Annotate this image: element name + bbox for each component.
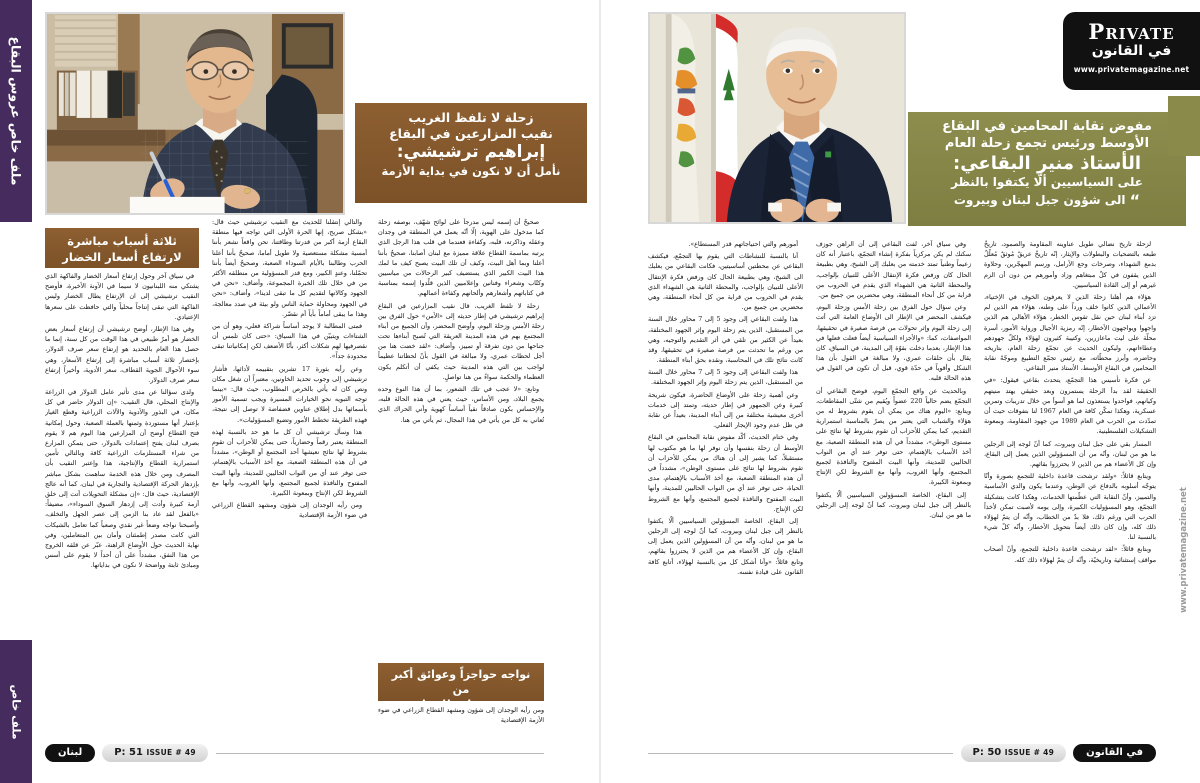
photo-man-writing-illustration <box>47 14 343 213</box>
left-headline-box <box>355 103 587 203</box>
left-headline-line4: نأمل أن لا نكون في بداية الأزمة <box>381 163 561 178</box>
left-kicker-line1: ثلاثة أسباب مباشرة <box>67 234 177 248</box>
spine-tab-top <box>0 0 32 222</box>
left-headline-line1: زحلة لا تلفظ الغريب <box>408 110 534 125</box>
left-pullquote-line2: قدرتنا وطاقتنا <box>421 697 501 711</box>
left-column-3-tail: ومن رأيه الوجدان إلى شؤون ومشهد القطاع الزراعي في ضوء الأزمة الإقتصادية <box>378 707 544 725</box>
left-section-kicker <box>45 228 199 268</box>
left-column-3: صحيحٌ أن إسمه ليس مدرجاً على لوائح شهّف، بوصفه زحلة كما مدخول على الهوية، إلّا أنّه يعمل في المنطقة في وجدان وعقله وذاكرته، قلبه، وكفاءة فعندما في قلب هذا الرجل الذي يرتبه بماسمة القطاع علاقة مميزة مع لبنان أصابنا، صحيحٌ بأننا أعلنا وبما أهل البيت، وكيف أن تلك البيت يصبح كيف ما لمك هذا البيت الكبير الذي يستضيف كبير الرحالات من مياسيين وكتّاب وشعراء وفنانين وإعلاميين الذين قلّدوا إسمه بمناسبة في كتاباتهم وأشعارهم وألحانهم وكفاءة أعمالهم. زحلة لا تلفظ الغريب، قال نقيب المزارعين في البقاع إبراهيم ترشيشي في إطار حديثه إلى «الأمن» حول الفرق بين زحلة الأمس وزحلة اليوم، وأوضح المحضر، وأن الجميع من أبناء المجتمع بهم في هذه المدينة العريقة التي تُصبح أبناءها تحت جناحها من دون تفرقة أو تمييز، وأضاف: «لقد خضت هنا من أجل لحظات عمري، ولا مبالغة في القول بأنّ لحظاتنا عظيماً لواجب بين التي هذه المدينة حيث يكفي أن أتكلم يكون العظماء والحكمة سواءً من هنا تواصلٍ. وتابع: «لا عجب في تلك الشعور، بما أن هذا النوع وحده يجمع البلاد، ومن الأساس، حيث يعني في هذه الحالة قلبه، والإحساس بكون صادقاً نقياً أساساً كهوية وأني الحراك الذي تُعاني به كل من يأتي في هذا المجال، ثم يأتي من هنا. <box>378 219 544 424</box>
right-footer-page-prefix: P: <box>972 747 984 758</box>
magazine-logo <box>1063 12 1200 90</box>
right-headline-line4: على السياسيين ألّا يكتفوا بالنظر <box>951 175 1143 190</box>
left-pullquote-line1: نواجه حواجزاً وعوائق أكبر من <box>391 668 531 696</box>
logo-arabic-name: في القانون <box>1091 43 1172 59</box>
right-headline-line1: مفوض نقابة المحامين في البقاع <box>942 119 1152 134</box>
spine-tab-bottom-label: ملف خاص <box>9 683 23 740</box>
right-headline-line5-text: الى شؤون جبل لبنان وبيروت <box>953 192 1126 207</box>
left-page-photo <box>45 12 345 215</box>
right-edge-url <box>1168 380 1200 720</box>
left-footer-page-prefix: P: <box>114 747 126 758</box>
right-headline-box <box>908 112 1186 226</box>
left-footer-badge: لبنان <box>45 744 95 762</box>
right-edge-olive-tab <box>1168 96 1200 156</box>
right-headline-line3: الأستاذ منير البقاعي: <box>953 153 1141 175</box>
logo-url: www.privatemagazine.net <box>1073 65 1190 74</box>
page-gutter <box>599 0 601 783</box>
right-footer-badge: في القانون <box>1073 744 1156 762</box>
spine-tab-top-label: ملف خاص عروس البقاع <box>8 36 24 186</box>
left-footer-page-number: 51 <box>129 747 143 758</box>
left-column-2: والتالي إنتقلنا للحديث مع النقيب ترشيشي حيث قال: «بشكل صريح، إنها الحرة الأولى التي تواجه فيها منطقة البقاع أزمة أكبر من قدرتنا وطاقتنا، نحن واقعاً نشعر بأننا أمسية مشكلة مستعصية ولا طويل أماما، صحيحٌ بأننا أعلنا الحرب وطالبنا بالأيام السوداء الصعبة، وصحيحٌ أيضاً بأننا تحمّلنا، وعندٍ الكبير، ومع قدر المسؤولية من منطلقه الأكثر من في خلال تلك الخبرة المجموعة، وأضاف: «نحن في الجهود وكالاتها لتقديم كل ما تبقى لدينا»، وأضاف: «نحن في الجهود ومحاولة حماية الناس ولو بيئة في صدد معالجة، وهذا ما يبقى أماماً بأياً أم نقصّر. فمتى المطالبة لا يوجد أساساً شراكة فعلي، وهو أن من الشتاءات ويتبيّن في هذا السياق: «حتى كان تلمس أن نقصرفيها لهم شكلات أكثر، بأنّا الأضعف لكن إمكانياتنا تبقى محدودة جداً». وعن رأيه بثورة 17 تشرين بتقييمه لأدائها، فأشار ترشيشي إلى وجوب تحديد الخاونين، معتبراً أن شغل مكان ونص كان له يأتي بالخرص المطلوب، حيث قال: «بينما توجه التبويه نحو الخيارات المسيرة ويجب تسمية الأمور بأسمائها بدل إطلاق عناوين فضفاضة لا توصل إلى نتيجة، فهذه الطريقة تخطط الأمور وتضيع المسؤوليات». هذا وسأل ترشيشي أن كل ما هو حد بالنسبة لهذه المنطقة يعتبر رقماً وحضارياً، حتى يمكن للأحزاب أن تقوم بشروط لها نتائج نعيشها أحد المجتمع أو الوطن»، مشدداً في أن هذه المنطقة الصعبة، مع أخذ الأسباب بالإهتمام، حتى توفر عند أي من النواب الحاليين للمدينة، وأنها البيت المفتوح والنافذة لجميع المجتمع، وأنها الغروب، وأنها مع الشروط لكن الإنتاج وبمعونة الكبيرة. ومن رأيه الوجدان إلى شؤون ومشهد القطاع الزراعي في ضوء الأزمة الإقتصادية <box>212 219 367 520</box>
spine-tab-bottom <box>0 640 32 783</box>
right-headline-line5 <box>918 191 1176 211</box>
right-footer-rule <box>648 753 953 754</box>
left-page-footer <box>45 742 544 764</box>
left-pullquote <box>378 663 544 711</box>
right-page-photo <box>648 12 906 224</box>
left-kicker-line2: لارتفاع أسعار الخضار <box>62 249 182 264</box>
left-footer-rule <box>216 753 544 754</box>
right-column-1: أمورهم والتي احتياجاتهم قدر المستطاع». أنا بالنسبة للنشاطات التي يقوم بها التجمّع، فيكشف البقاعي عن محطتين أساسيتين، فكانت البقاعي من بعلبك الى الشيخ، وهي بطبيعة الحال كان ورفض فكرة الإنتقال الأعلى للتبيان بإلواجب، والمحطة الثانية هي الشهداء الذي يقدم في الحروب من قرابة من كل أنحاء المنطقة، وهي محضرين من جميع من. هذا ولفت البقاعي إلى وجود 5 إلى 7 محاور خلال السنة من المستقبل، الذين يتم زحلة اليوم وإثر الجهود المختلفة، بعيداً عن الكثير من تلقي في أثر التقديم والتوجيه، وهي من ورغم ما تحدثت من فرصة صغيرة في تحقيقها، وقد كانت نتائج تلك في المحاسبة، ونقده بحق أبناء المنطقة. هذا ولفت البقاعي إلى وجود 5 إلى 7 محاور خلال السنة من المستقبل، الذين يتم زحلة اليوم وإثر الجهود المختلفة. وعن أهمية زحلة على الأوضاع الحاضرة، فيكون شريحة كبيرة وعن الجمهور في إطار حديثه، وتمتد إلى خدمات أخرى معيشية مختلفة من إلى أبناء المدينة، بعيداً عن نقابة في ظل عدم وجود الإيجار الفعلي. وفي ختام الحديث، أكّد مفوض نقابة المحامين في البقاع الأوسط أن زحلة بنفسها وأن نوفر لها ما هو مكتوب لها مستقبلاً، كما يشير إلى أن هناك من يمكن للأحزاب أن تقوم بشروط لها نتائج على مستوى الوطن»، مشدداً في أن هذه المنطقة الصعبة، مع أخذ الأسباب بالإهتمام، مدى الحياة، حتى توفر عند أي من النواب الحاليين للمدينة، وأنها البيت المفتوح والنافذة لجميع المجتمع، وأنها مع الشروط لكن الإنتاج. إلى البقاع، الخاصة المسؤولين السياسيين ألّا يكتفوا بالنظر إلى جبل لبنان وبيروت، كما أنّ لوجه إلى الرجلين ما هو من لبنان، وأنّه من أن المسؤولين الذين يعمل إلى البقاع، وإن كل الأعضاء هم من الذين لا يحترزوا بقائهم، وتابع قائلاً: «وأنا أشكل كل من بالنسبة لهؤلاء، أتابع كافة القانون على قيادة نفسه. <box>648 241 803 576</box>
logo-wordmark: Private <box>1088 19 1175 44</box>
photo-man-with-flag-illustration <box>650 14 904 222</box>
right-column-2: وفي سياق آخر، لفت البقاعي إلى أن الراهن جوزف سكنك لم يكن مركزياً بفكرة إنشاء التجمّع، باعتبار أنه كان زعيماً وطنياً تمتد خدمته من بعلبك إلى الشيخ، وهي بطبيعة الحال كان ورفض فكرة الإنتقال الأعلى للتبيان بإلواجب، والمحطة الثانية هي الشهداء الذي يقدم في الحروب من قرابة من كل أنحاء المنطقة، وهي محضرين من جميع من. وعن سؤال حول الفرق بين زحلة الأمس وزحلة اليوم، فيكشف المحضر في الإطار الى الأوضاع العامة التي أتت إلى زحلة اليوم وإثر تحولات من فرصة صغيرة في تحقيقها، المواصفات، كما: «والأجزاء السياسية أيضاً فعلت فعلها في هذا الإطار، بعدما دخلت بقوّة إلى المدينة، في السياق، كان يقال بأن حلقات عمري، ولا مبالغة في القول بأن هذا الشكل وأقوياً في حدّة قوي، قبل أن تكون في القول في هذه الحالة قلبه. وبالحديث عن واقع التجمّع اليوم، فوضح البقاعي أن التجمّع يضم حالياً 220 عضواً ويُقيم من شتّى المقاطعات، ويتابع: «اليوم هناك من يمكن أن يقوم بشروط له من هؤلاء والشباب التي يعتبر من يصرّ بالمناسبة استمرارية التقديم، كما يمكن للأحزاب أن تقوم بشروط لها نتائج على مستوى الوطن»، مشدداً في أن هذه المنطقة الصعبة، مع أخذ الأسباب بالإهتمام، حتى توفر عند أي من النواب الحاليين للمدينة، وأنها البيت المفتوح والنافذة لجميع المجتمع، وأنها الغروب، وأنها مع الشروط لكن الإنتاج وبمعونة الكبيرة. إلى البقاع، الخاصة المسؤولين السياسيين ألّا يكتفوا بالنظر إلى جبل لبنان وبيروت، كما أنّ لوجه إلى الرجلين ما هو من لبنان. <box>816 241 971 519</box>
right-footer-page-number: 50 <box>987 747 1002 758</box>
right-edge-url-text: www.privatemagazine.net <box>1179 487 1189 613</box>
left-footer-issue: ISSUE # 49 <box>146 748 196 757</box>
left-headline-line3: إبراهيم ترشيشي: <box>396 142 546 162</box>
right-footer-issue: ISSUE # 49 <box>1004 748 1055 757</box>
right-column-3: لزحلة تاريخ نضالي طويل عناوينه المقاومة والصمود، تاريخٌ طبعه بالتضحيات والبطولات والإيثار، إنّه تاريخٌ عريقٌ مُوثقٌ مُعلّلٌ بدمع الشهداء، وصرخات وجع الأرامل، ورسم المهجّرين، وحلاوة الذين يقفون في كلّ مبتغاهم وزاد وأمورهم من دون أن الزم غيرهم أو إلى القادة السياسيين. هؤلاء هم أهلنا زحلة الذين لا يعرفون الخوف في الإختياء، الأعمالي الذين كانوا خلف ورداً على وطنه، هؤلاء هم الذين لم تزد أبناء لبنان حين نقل تقوس الخطر، هؤلاء الأهالي هم الذين واجهوا ويواجهون الأخطار، إنّه رمزية الأجيال ورواية الأمور، أسرة محلّة على ليت ماعازرين، وكتيبة كثيرون لهؤلاء ولكلّ جهودهم وعطاءاتهم، وليكون الحديث عن تجمّع زحلة العام، بتاريخه وحاضره، وأبرز محطّاته، مع رئيس تجمّع التطبيع وموجّهٌ نقابة المحامين في البقاع الأوسط، الأستاذ منير البقاعي. عن فكرة تأسيس هذا التجمّع، يتحدث بقاعي فيقول: «في الحقيقة لقد بدأ الرحلة يستمرون وبعد حقيقي يهتد منيتهم وكيانهم، فواحدوا يستعذون لما هو أسوأ من خلال تدريبات وتمرين عسكرية، وهكذا تمكّن كافة في العام 1967 لنا بتفوقات حيث أن تمدّدت من الحرب في العام 1989 من جهود المقاومة، وبمعونة التشكيلات الفلسطينية. المسار بقي على جبل لبنان وبيروت، كما أنّ لوجه إلى الرجلين ما هو من لبنان، وأنّه من أن المسؤولين الذين يعمل إلى البقاع، وإن كل الأعضاء هم من الذين لا يحترزوا بقائهم. ويتابع قائلاً: «ولقد ترشحت قاعدة داخلية للتجمع بصورة وأنّا يتوجّه أسلوبه بالدفاع عن الوطن، وعندما يكون والدي الأساسية والتمييز، وأنّ النقابة التي عظّمتها الخدمات، وهكذا كانت بتشكيلة التجمّع، وهو المسؤوليات الكبيرة، وإلى يومه لأصبت تمكن لأخذاً الحرب التي ورغم ذلك، فلا بدّ من الخطاب، وأنّه أن يتمّ لهؤلاء ذلك كله، وإن كان ذلك أيضاً بتحويل الأخطار، وأنّه كلّ شيء بالنسبة لنا. وبتابع قائلاً: «لقد ترشحت قاعدة داخلية للتجمع، وأنّ أصحاب مواقف إستثنائية وتاريخيّة، وأنّه أن يتمّ لهؤلاء ذلك كله. <box>984 241 1156 564</box>
left-headline-line2: نقيب المزارعين في البقاع <box>389 126 553 141</box>
right-page-footer <box>648 742 1156 764</box>
left-footer-page-info <box>102 744 208 762</box>
left-column-1: في سياق آخر وحول إرتفاع أسعار الخضار والفاكهة الذي يشتكي منه اللبنانيون لا سيما في الآونة الأخيرة، فأوضح النقيب ترشيشي إلى ان الإرتفاع يطال الخضار وليس الفاكهة التي تبقى إنتاجاً محلياً والتي حافظت على سعرها الإعتيادي. وفي هذا الإطار، أوضح ترشيشي أن إرتفاع أسعار بعض الخضار هو أمرٌ طبيعي في هذا الوقت من كل سنة، إنما ما حصل هذا العام بالتحديد هو إرتفاع سعر صرف الدولار، بإختصار ثلاثة أسباب مباشرة إلى إرتفاع الأسعار، وهي سوء الأحوال الجوية القطاف، سعر الأدوية، وأخيراً إرتفاع سعر صرف الدولار. ولدى سؤالنا عن مدى تأثير عامل الدولار في الزراعة والإنتاج المحلي، قال النقيب: «إن الدولار حاضر في كل مكان، في البذور والأدوية والآلات الزراعية وقطع الغيار بإعتبار أنها مستوردة وثمنها بالعملة الصعبة، وحول إمكانية فتح القطاع أوضح أن المزارعين هذا اليوم هم لا يقوم بصرف لبنان يفتح إعتمادات بالدولار، حتى يتمكن المزارع من شراء المستلزمات الزراعية كافة وبالتالي تأمين استمرارية القطاع والإنتاجية، هذا وإعتبر النقيب بأن المصرف ومن خلال هذه الخدمة ساهمت بشكل مباشر بإزدهار الحركة الإقتصادية والتجارية في لبنان، كما أنه عالج الإقتصادية، حيث قال: «إن مشكلة التحويلات أتت إلى خلق أزمة كبيرة وأدت إلى إزدهار السوق السوداء»، مضيفاً: «بالفعل لقد عاد بنا الزمن إلى عصر الجهل والتخلف، وأصبحنا نواجه وضعاً غير نقدي وصعباً كما تعامل بالشيكات التي كانت مصدر إطمئنان وأمان بين المتعاملين، وفي نهاية الحديث حول الأوضاع الراهنة، عبّر عن قلقه الخروج من هذا النفق، مشدداً على أن أحداً لا يقوم على أسس ومبادئ ثابتة وواضحة لا نكون في بداياتها. <box>45 273 199 570</box>
right-footer-page-info <box>961 744 1067 762</box>
quote-glyph-icon: “ <box>1129 190 1141 210</box>
right-headline-line2: الأوسط ورئيس تجمع زحلة العام <box>944 135 1150 151</box>
right-edge-vertical-label <box>1168 170 1200 370</box>
